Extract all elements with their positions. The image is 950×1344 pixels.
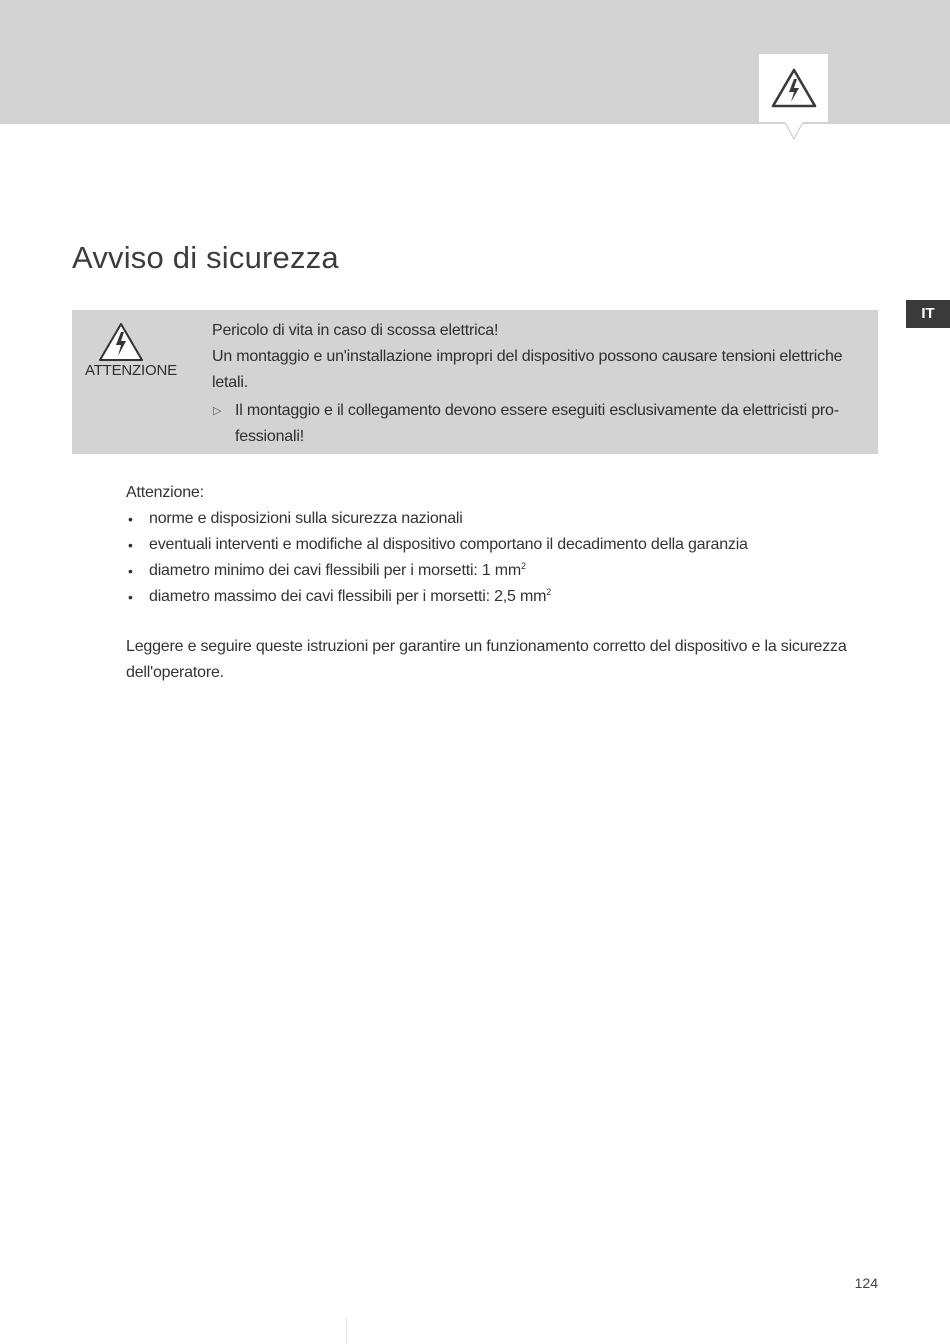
list-item-text: diametro massimo dei cavi flessibili per i morsetti: 2,5 mm [149,588,547,605]
list-item [126,532,886,558]
warning-text [212,318,868,450]
list-item [126,584,886,610]
page-title: Avviso di sicurezza [72,240,339,275]
bullet-icon: • [128,563,133,579]
warning-box [72,310,878,454]
bullet-icon: • [128,537,133,553]
language-tab[interactable]: IT [906,300,950,328]
list-item [126,506,886,532]
warning-action [212,398,868,450]
warning-label: ATTENZIONE [85,362,177,379]
list-item [126,558,886,584]
superscript: 2 [521,561,526,571]
list-item-text: diametro minimo dei cavi flessibili per i morsetti: 1 mm [149,562,522,579]
header-pointer [785,122,803,142]
notes-list [126,506,886,610]
warning-heading: Pericolo di vita in caso di scossa elettrica! [212,322,499,339]
bullet-icon: • [128,589,133,605]
warning-action-text: Il montaggio e il collegamento devono essere eseguiti esclusivamente da elettricisti pro-fessionali! [235,402,839,445]
page-number: 124 [854,1275,878,1291]
list-item-text: norme e disposizioni sulla sicurezza nazionali [149,510,463,527]
bottom-divider [346,1318,347,1344]
header-icon-box [759,54,828,122]
bullet-icon: • [128,511,133,527]
superscript: 2 [546,587,552,597]
electric-hazard-icon [770,67,818,109]
electric-hazard-icon [98,322,144,362]
safety-notes [126,480,886,686]
notes-intro: Attenzione: [126,484,204,501]
closing-paragraph: Leggere e seguire queste istruzioni per garantire un funzionamento corretto del dispositivo e la sicurezza dell'operatore. [126,638,847,681]
triangle-bullet-icon: ▷ [213,405,222,417]
warning-description: Un montaggio e un'installazione impropri del dispositivo possono causare tensioni elettriche letali. [212,348,843,391]
list-item-text: eventuali interventi e modifiche al dispositivo comportano il decadimento della garanzia [149,536,748,553]
